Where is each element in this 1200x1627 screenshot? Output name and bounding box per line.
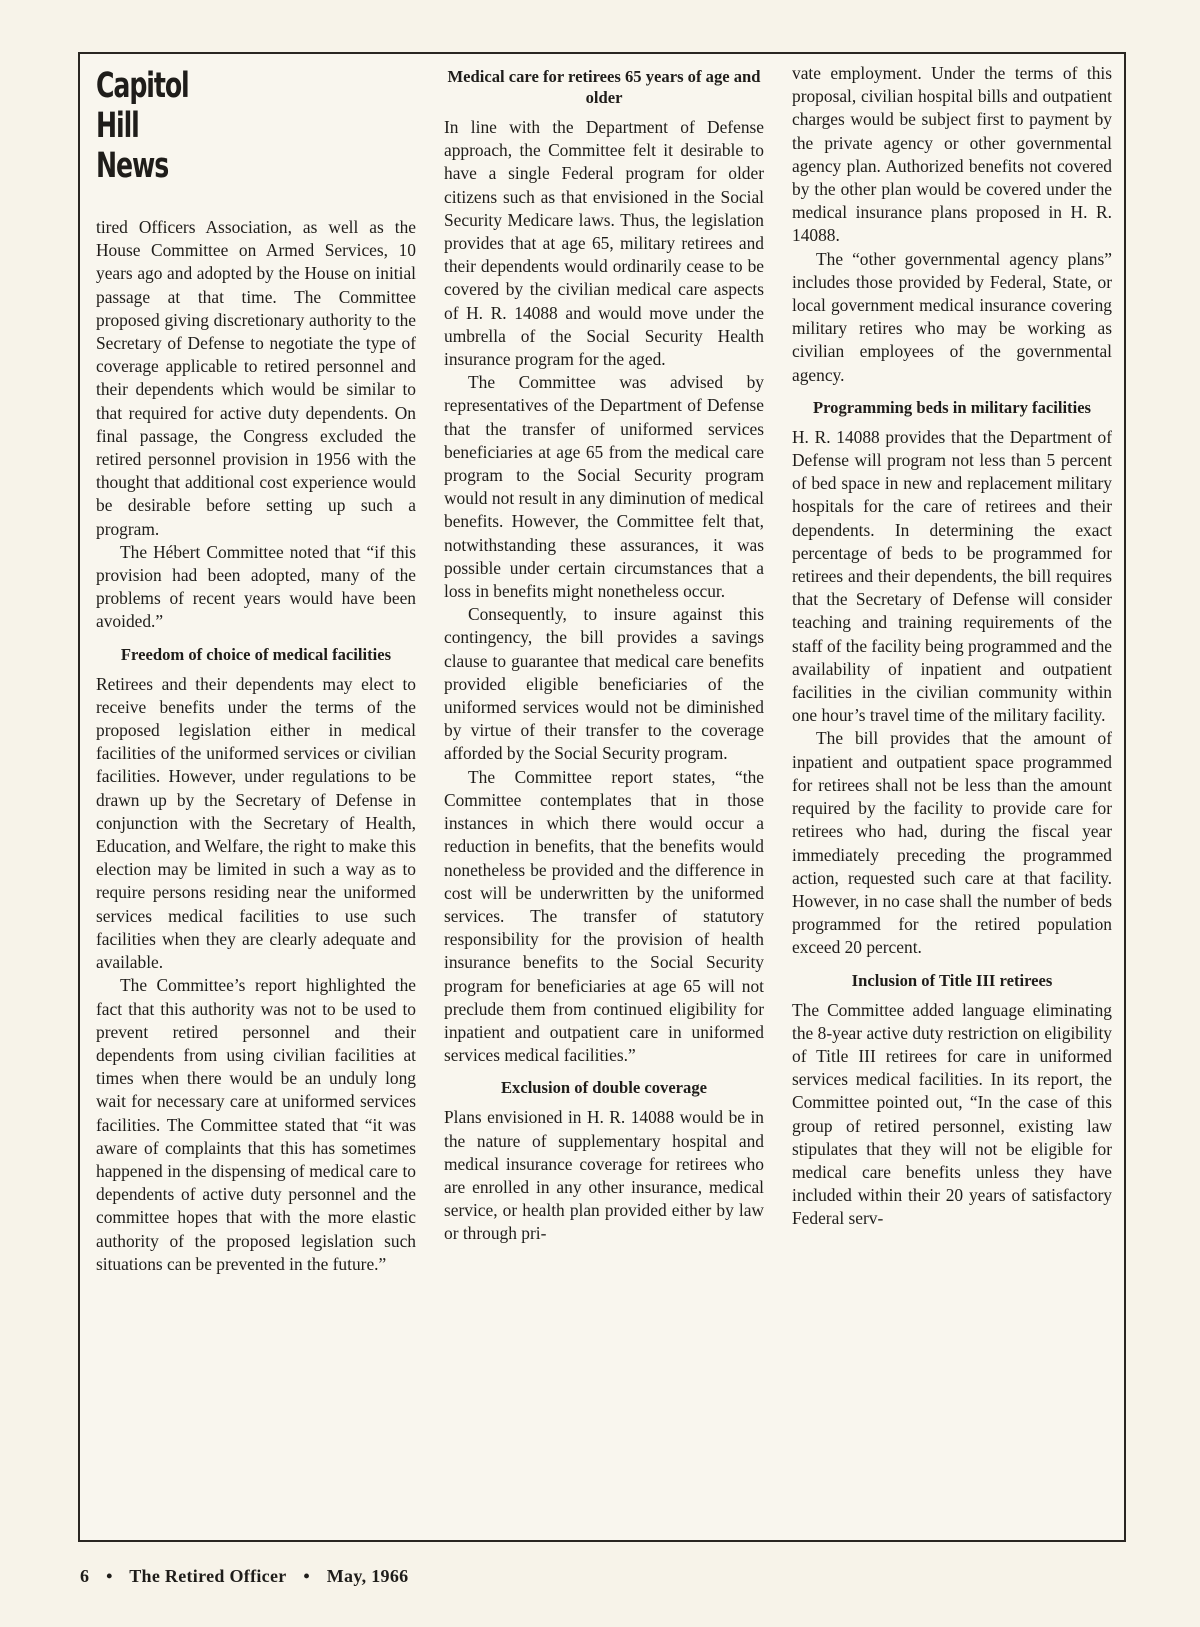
article-paragraph: The “other governmental agency plans” includes those provided by Federal, State, or local government medical insurance covering military retires who may be working as civilian employees of the governmental agency.	[792, 248, 1112, 385]
publication-title: The Retired Officer	[129, 1566, 287, 1586]
footer-bullet: •	[303, 1566, 310, 1586]
column-2-body	[444, 66, 764, 1246]
page-frame	[78, 52, 1126, 1542]
footer-bullet: •	[106, 1566, 113, 1586]
column-1	[96, 62, 416, 1532]
article-paragraph: Consequently, to insure against this contingency, the bill provides a savings clause to guarantee that medical care benefits provided eligible beneficiaries of the uniformed services would not be diminished by virtue of their transfer to the coverage afforded by the Social Security program.	[444, 604, 764, 764]
section-heading: Exclusion of double coverage	[500, 1078, 708, 1098]
article-paragraph: tired Officers Association, as well as the House Committee on Armed Services, 10 years ago and adopted by the House on initial passage at that time. The Committee proposed giving discretionary authority to the Secretary of Defense to negotiate the type of coverage applicable to retired personnel and their dependents which would be similar to that required for active duty dependents. On final passage, the Congress excluded the retired personnel provision in 1956 with the thought that additional cost experience would be desirable before setting up such a program.	[96, 217, 416, 539]
section-heading: Medical care for retirees 65 years of age and older	[447, 67, 761, 107]
column-1-body	[96, 216, 416, 1276]
section-heading: Programming beds in military facilities	[812, 397, 1092, 417]
masthead-line: Hill	[96, 106, 139, 146]
article-paragraph: The Hébert Committee noted that “if this provision had been adopted, many of the problems of recent years would have been avoided.”	[96, 541, 416, 632]
page-footer	[80, 1566, 420, 1587]
article-paragraph: vate employment. Under the terms of this proposal, civilian hospital bills and outpatient charges would be subject first to payment by the private agency or other governmental agency plan. Authorized benefits not covered by the other plan would be covered under the medical insurance plans proposed in H. R. 14088.	[792, 63, 1112, 246]
article-paragraph: H. R. 14088 provides that the Department of Defense will program not less than 5 percent of bed space in new and replacement military hospitals for the care of retirees and their dependents. In determining the exact percentage of beds to be programmed for retirees and their dependents, the bill requires that the Secretary of Defense will consider teaching and training requirements of the staff of the facility being programmed and the availability of inpatient and outpatient facilities in the civilian community within one hour’s travel time of the military facility.	[792, 426, 1112, 726]
article-paragraph: The Committee report states, “the Committee contemplates that in those instances in which there would occur a reduction in benefits, that the benefits would nonetheless be provided and the difference in cost will be underwritten by the uniformed services. The transfer of statutory responsibility for the provision of health insurance benefits to the Social Security program for beneficiaries at age 65 will not preclude them from continued eligibility for inpatient and outpatient care in uniformed services medical facilities.”	[444, 766, 764, 1066]
column-2	[444, 62, 764, 1532]
article-paragraph: In line with the Department of Defense approach, the Committee felt it desirable to have a single Federal program for older citizens such as that envisioned in the Social Security Medicare laws. Thus, the legislation provides that at age 65, military retirees and their dependents would ordinarily cease to be covered by the civilian medical care aspects of H. R. 14088 and would move under the umbrella of the Social Security Health insurance program for the aged.	[444, 117, 764, 370]
column-3-body	[792, 62, 1112, 1231]
masthead-line: News	[96, 146, 169, 186]
article-paragraph: The Committee added language eliminating the 8-year active duty restriction on eligibility of Title III retirees for care in uniformed services medical facilities. In its report, the Committee pointed out, “In the case of this group of retired personnel, existing law stipulates that they will not be eligible for medical care benefits unless they have included within their 20 years of satisfactory Federal serv-	[792, 999, 1112, 1229]
article-paragraph: Retirees and their dependents may elect to receive benefits under the terms of the proposed legislation either in medical facilities of the uniformed services or civilian facilities. However, under regulations to be drawn up by the Secretary of Defense in conjunction with the Secretary of Health, Education, and Welfare, the right to make this election may be limited in such a way as to require persons residing near the uniformed services medical facilities to use such facilities when they are clearly adequate and available.	[96, 673, 416, 973]
section-heading: Inclusion of Title III retirees	[851, 970, 1053, 990]
article-paragraph: The bill provides that the amount of inpatient and outpatient space programmed for retirees shall not be less than the amount required by the facility to provide care for retirees who had, during the fiscal year immediately preceding the programmed action, requested such care at that facility. However, in no case shall the number of beds programmed for the retired population exceed 20 percent.	[792, 728, 1112, 958]
article-paragraph: The Committee was advised by representatives of the Department of Defense that the transfer of uniformed services beneficiaries at age 65 from the medical care program to the Social Security program would not result in any diminution of medical benefits. However, the Committee felt that, notwithstanding these assurances, it was possible under certain circumstances that a loss in benefits might nonetheless occur.	[444, 372, 764, 602]
article-paragraph: Plans envisioned in H. R. 14088 would be in the nature of supplementary hospital and medical insurance coverage for retirees who are enrolled in any other insurance, medical service, or health plan provided either by law or through pri-	[444, 1107, 764, 1244]
issue-date: May, 1966	[326, 1566, 409, 1586]
masthead	[96, 66, 326, 216]
masthead-line: Capitol	[96, 66, 189, 106]
page-number: 6	[80, 1566, 90, 1586]
column-3	[792, 62, 1112, 1532]
article-paragraph: The Committee’s report highlighted the fact that this authority was not to be used to prevent retired personnel and their dependents from using civilian facilities at times when there would be an unduly long wait for necessary care at uniformed services facilities. The Committee stated that “it was aware of complaints that this has sometimes happened in the dispensing of medical care to dependents of active duty personnel and the committee hopes that with the more elastic authority of the proposed legislation such situations can be prevented in the future.”	[96, 975, 416, 1274]
section-heading: Freedom of choice of medical facilities	[120, 644, 392, 664]
